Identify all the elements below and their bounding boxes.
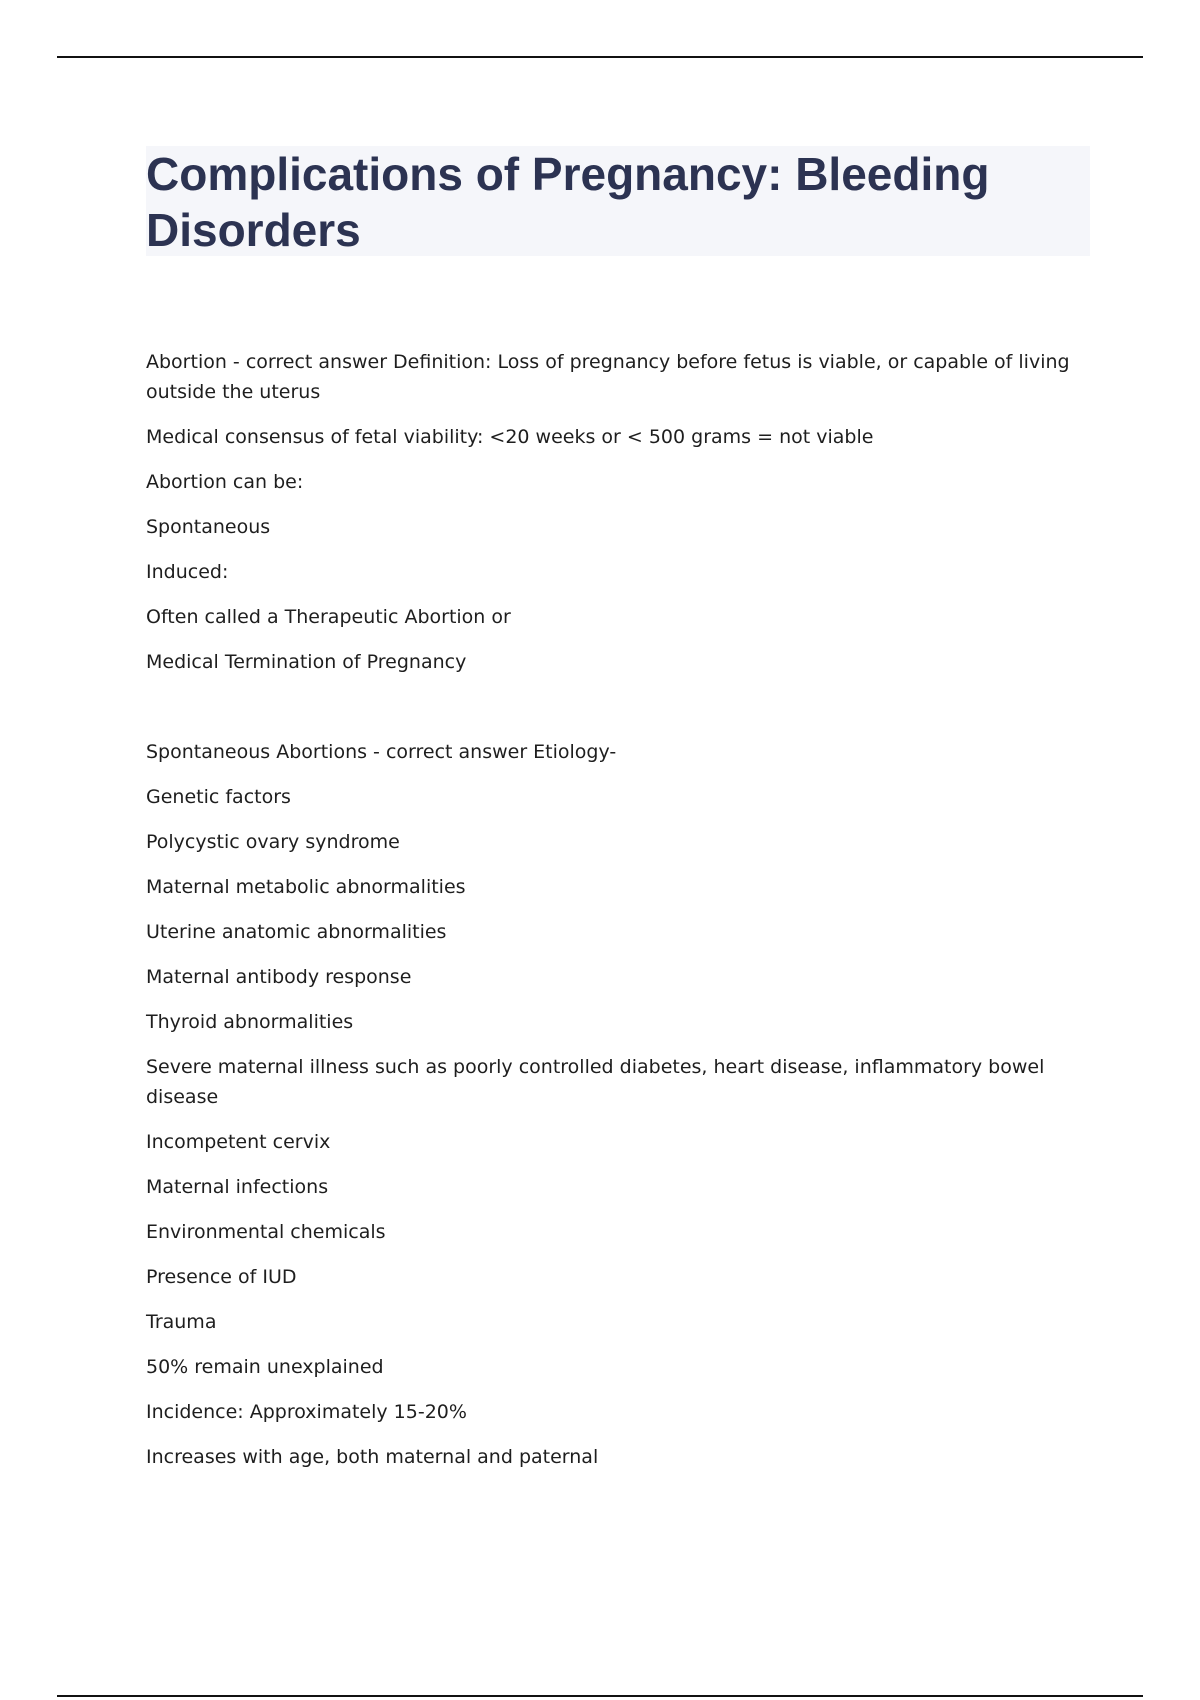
text-line: Incompetent cervix [146, 1131, 331, 1153]
text-line: Spontaneous [146, 516, 271, 538]
text-line: Maternal metabolic abnormalities [146, 876, 466, 898]
text-line: Genetic factors [146, 786, 291, 808]
text-line: Environmental chemicals [146, 1221, 386, 1243]
text-line: Incidence: Approximately 15-20% [146, 1401, 467, 1423]
text-line: Abortion - correct answer Definition: Loss of pregnancy before fetus is viable, or capable of living outside the uterus [146, 351, 1070, 403]
text-line: Medical Termination of Pregnancy [146, 651, 467, 673]
text-line: Medical consensus of fetal viability: <20 weeks or < 500 grams = not viable [146, 426, 874, 448]
text-line: Presence of IUD [146, 1266, 297, 1288]
text-line: Uterine anatomic abnormalities [146, 921, 447, 943]
page-title: Complications of Pregnancy: Bleeding Disorders [146, 148, 990, 256]
text-line: 50% remain unexplained [146, 1356, 384, 1378]
text-line: Increases with age, both maternal and paternal [146, 1446, 599, 1468]
top-rule [57, 56, 1143, 58]
section-gap [146, 692, 1096, 737]
text-line: Maternal antibody response [146, 966, 412, 988]
text-line: Spontaneous Abortions - correct answer Etiology- [146, 741, 617, 763]
text-line: Polycystic ovary syndrome [146, 831, 400, 853]
document-body [146, 347, 1096, 1487]
text-line: Induced: [146, 561, 229, 583]
bottom-rule [57, 1695, 1143, 1697]
text-line: Severe maternal illness such as poorly controlled diabetes, heart disease, inflammatory bowel disease [146, 1056, 1045, 1108]
text-line: Often called a Therapeutic Abortion or [146, 606, 511, 628]
text-line: Thyroid abnormalities [146, 1011, 354, 1033]
text-line: Maternal infections [146, 1176, 329, 1198]
text-line: Abortion can be: [146, 471, 304, 493]
text-line: Trauma [146, 1311, 217, 1333]
